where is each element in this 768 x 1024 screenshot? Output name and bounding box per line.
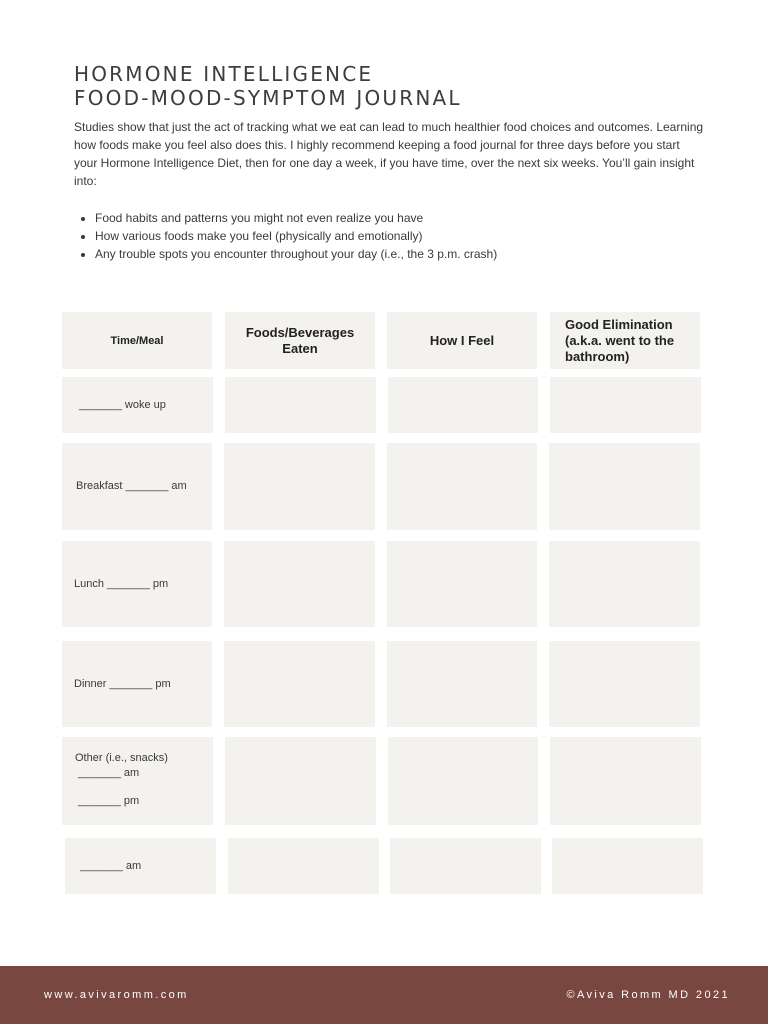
header-time-meal: Time/Meal [62, 312, 212, 369]
entry-elimination-lunch[interactable] [549, 541, 700, 627]
row-label-lunch [62, 541, 212, 627]
entry-foods-lunch[interactable] [224, 541, 375, 627]
row-label-text: Other (i.e., snacks) [75, 752, 168, 764]
footer-copyright: ©Aviva Romm MD 2021 [566, 989, 730, 1001]
row-label-text: _______ woke up [79, 398, 166, 411]
row-label-text: Breakfast _______ am [76, 480, 187, 492]
entry-feel-extra[interactable] [390, 838, 541, 894]
header-how-i-feel: How I Feel [387, 312, 537, 369]
row-label-time-am: _______ am [78, 767, 140, 779]
row-label-text: Lunch _______ pm [74, 577, 169, 590]
entry-foods-breakfast[interactable] [224, 443, 375, 530]
row-label-woke-up [62, 377, 213, 433]
row-label-text: _______ am [80, 859, 142, 872]
intro-paragraph: Studies show that just the act of tracking what we eat can lead to much healthier food choices and outcomes. Learning how foods make you feel also does this. I highly recommend keeping a food journal for three days before you start your Hormone Intelligence Diet, then for one day a week, if you have time, over the next six weeks. You’ll gain insight into: [74, 120, 704, 188]
header-good-elimination: Good Elimination (a.k.a. went to the bathroom) [550, 312, 700, 369]
title-line-1: HORMONE INTELLIGENCE [74, 62, 374, 86]
entry-elimination-woke-up[interactable] [550, 377, 701, 433]
insight-list [74, 209, 725, 263]
entry-elimination-extra[interactable] [552, 838, 703, 894]
entry-elimination-other[interactable] [550, 737, 701, 825]
list-item: • How various foods make you feel (physically and emotionally) [95, 227, 725, 245]
entry-feel-woke-up[interactable] [388, 377, 538, 433]
list-item: • Food habits and patterns you might not even realize you have [95, 209, 725, 227]
entry-feel-dinner[interactable] [387, 641, 537, 727]
row-label-dinner [62, 641, 212, 727]
list-item: • Any trouble spots you encounter throughout your day (i.e., the 3 p.m. crash) [95, 245, 725, 263]
title-line-2: FOOD-MOOD-SYMPTOM JOURNAL [74, 86, 462, 110]
row-label-extra-am [65, 838, 216, 894]
footer-website[interactable]: www.avivaromm.com [44, 989, 189, 1001]
entry-foods-other[interactable] [225, 737, 376, 825]
page-title [74, 62, 462, 110]
header-foods-beverages: Foods/Beverages Eaten [225, 312, 375, 369]
row-label-text: Dinner _______ pm [74, 677, 171, 690]
entry-elimination-breakfast[interactable] [549, 443, 700, 530]
entry-elimination-dinner[interactable] [549, 641, 700, 727]
entry-feel-breakfast[interactable] [387, 443, 537, 530]
row-label-breakfast [62, 443, 212, 530]
row-label-time-pm: _______ pm [78, 795, 140, 807]
entry-foods-woke-up[interactable] [225, 377, 376, 433]
entry-foods-dinner[interactable] [224, 641, 375, 727]
footer-bar [0, 966, 768, 1024]
row-label-other-snacks [62, 737, 213, 825]
entry-feel-lunch[interactable] [387, 541, 537, 627]
entry-foods-extra[interactable] [228, 838, 379, 894]
entry-feel-other[interactable] [388, 737, 538, 825]
